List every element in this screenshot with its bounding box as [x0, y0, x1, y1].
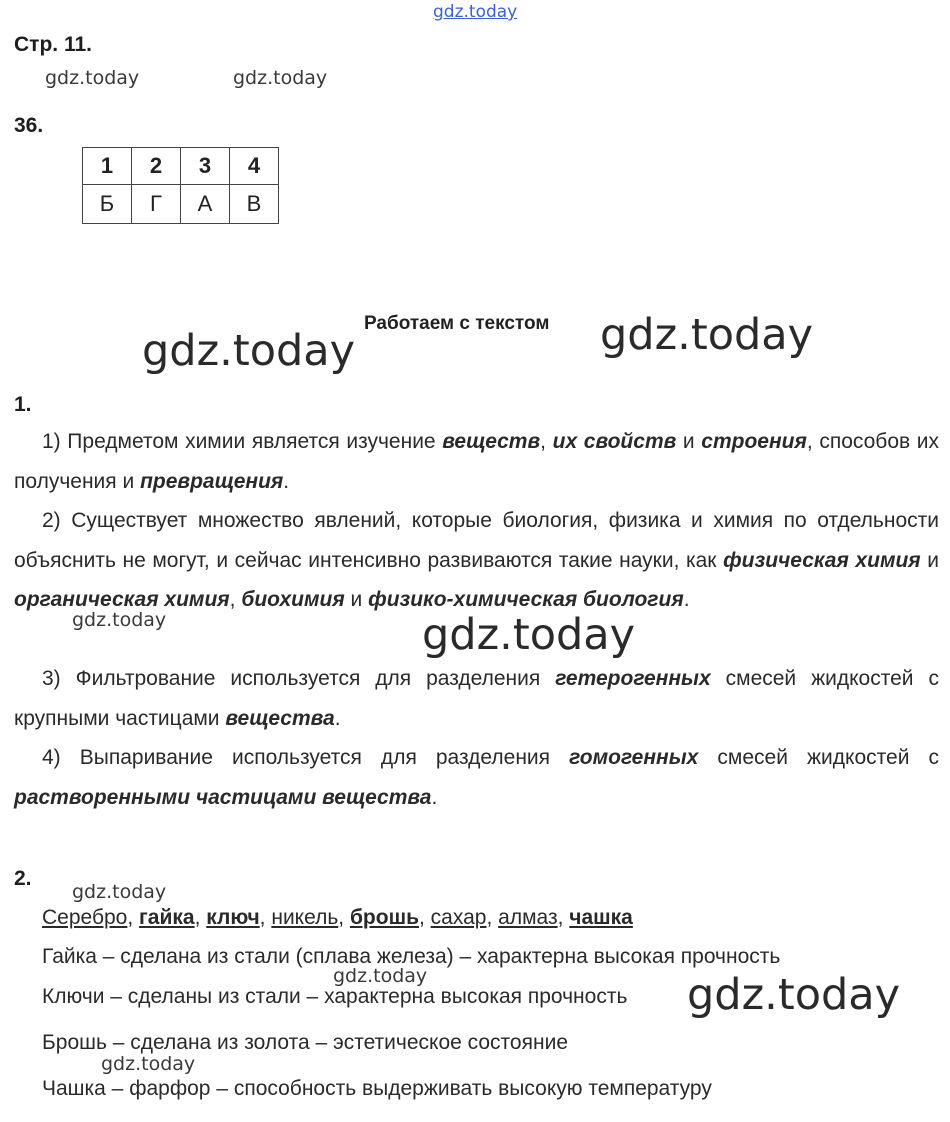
answer-table: [82, 147, 279, 224]
paragraph-4: [14, 738, 939, 817]
list-word-selected: гайка: [139, 906, 195, 929]
emphasis: строения: [701, 430, 807, 453]
list-word: алмаз: [498, 906, 558, 929]
watermark: gdz.today: [422, 610, 636, 660]
task-number-2: 2.: [14, 867, 32, 890]
text: .: [683, 588, 690, 611]
page-label: Стр. 11.: [14, 33, 92, 56]
answer-table-row: [83, 185, 279, 224]
answer-line: Гайка – сделана из стали (сплава железа) – характерна высокая прочность: [42, 945, 781, 968]
section-title: Работаем с текстом: [364, 313, 550, 334]
paragraph-2: [14, 501, 939, 620]
emphasis: растворенными частицами вещества: [14, 785, 432, 809]
text: 1) Предметом химии является изучение: [42, 430, 443, 453]
watermark-link-top[interactable]: gdz.today: [433, 2, 518, 22]
answer-table-header-cell: 4: [230, 148, 279, 185]
emphasis: веществ: [442, 430, 541, 453]
emphasis: органическая химия: [14, 588, 230, 611]
separator: ,: [194, 906, 207, 929]
text: 2) Существует множество явлений, которые биология, физика и химия по отдельности объяснить не могут, и сейчас интенсивно развиваются такие науки, как: [14, 509, 939, 572]
answer-table-header-cell: 1: [83, 148, 132, 185]
list-word: Серебро: [42, 906, 128, 929]
text: .: [431, 785, 438, 809]
text: .: [334, 706, 341, 730]
watermark: gdz.today: [600, 310, 814, 360]
list-word: никель: [271, 906, 339, 929]
answer-table-cell: А: [181, 185, 230, 224]
text: ,: [229, 588, 242, 611]
text: и: [344, 588, 369, 611]
watermark: gdz.today: [72, 609, 167, 631]
watermark: gdz.today: [45, 67, 140, 89]
list-word: сахар: [430, 906, 487, 929]
emphasis: физико-химическая биология: [368, 588, 684, 611]
emphasis: физическая химия: [723, 548, 921, 572]
answer-line: Чашка – фарфор – способность выдерживать высокую температуру: [42, 1077, 712, 1100]
text: и: [920, 548, 939, 572]
text: , способов их получения и: [14, 430, 940, 493]
answer-table-cell: В: [230, 185, 279, 224]
emphasis: биохимия: [241, 588, 345, 611]
text: 3) Фильтрование используется для разделения: [42, 667, 556, 690]
list-word-selected: брошь: [349, 906, 419, 929]
watermark: gdz.today: [233, 67, 328, 89]
watermark: gdz.today: [333, 965, 428, 987]
task-number-1: 1.: [14, 393, 32, 416]
separator: ,: [338, 906, 350, 929]
list-word-selected: ключ: [206, 906, 260, 929]
emphasis: превращения: [140, 469, 284, 493]
emphasis: вещества: [225, 706, 335, 730]
paragraph-3: [14, 659, 939, 738]
separator: ,: [557, 906, 570, 929]
text: смесей жидкостей с: [698, 746, 939, 769]
materials-list: [42, 906, 633, 930]
text: .: [283, 469, 290, 493]
answer-line: Ключи – сделаны из стали – характерна высокая прочность: [42, 985, 628, 1008]
text: 4) Выпаривание используется для разделения: [42, 746, 570, 769]
emphasis: гетерогенных: [555, 667, 711, 690]
separator: ,: [259, 906, 272, 929]
text: ,: [540, 430, 553, 453]
emphasis: гомогенных: [569, 746, 699, 769]
list-word-selected: чашка: [569, 906, 633, 929]
answer-table-cell: Г: [132, 185, 181, 224]
watermark: gdz.today: [72, 881, 167, 903]
answer-table-header-cell: 2: [132, 148, 181, 185]
watermark: gdz.today: [687, 970, 901, 1020]
task-number-36: 36.: [14, 114, 44, 137]
watermark: gdz.today: [101, 1053, 196, 1075]
answer-table-header-cell: 3: [181, 148, 230, 185]
watermark: gdz.today: [142, 326, 356, 376]
separator: ,: [127, 906, 140, 929]
answer-line: Брошь – сделана из золота – эстетическое состояние: [42, 1031, 568, 1054]
text: и: [676, 430, 702, 453]
separator: ,: [486, 906, 499, 929]
text: смесей жидкостей с крупными частицами: [14, 667, 939, 730]
emphasis: их свойств: [552, 430, 677, 453]
paragraph-1: [14, 422, 939, 501]
separator: ,: [419, 906, 431, 929]
answer-table-cell: Б: [83, 185, 132, 224]
answer-table-header-row: [83, 148, 279, 185]
